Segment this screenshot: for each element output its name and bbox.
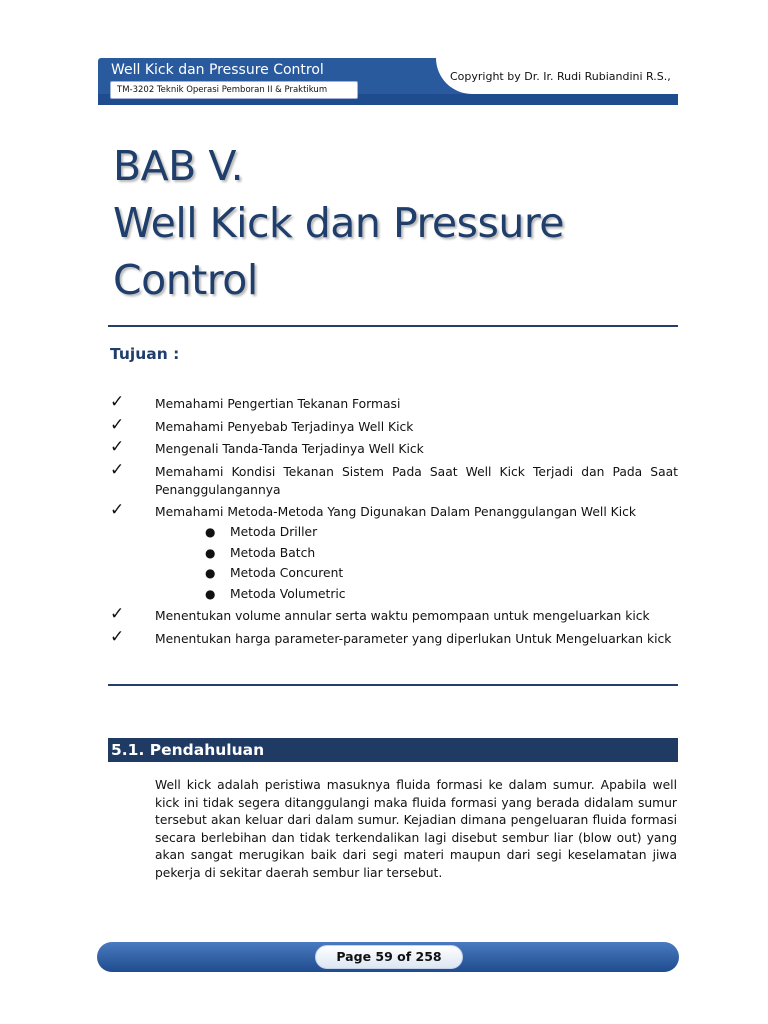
header-course-label: TM-3202 Teknik Operasi Pemboran II & Praktikum (110, 81, 358, 99)
page-number: Page 59 of 258 (315, 945, 463, 969)
method-item (155, 544, 678, 562)
objective-text: Memahami Penyebab Terjadinya Well Kick (155, 419, 414, 434)
checkmark-icon: ✓ (110, 459, 125, 480)
methods-sublist (155, 523, 678, 603)
method-item (155, 585, 678, 603)
chapter-title-line-1: Well Kick dan Pressure (113, 199, 565, 247)
bullet-icon: ● (205, 545, 216, 560)
checkmark-icon: ✓ (110, 392, 125, 412)
objectives-list (108, 392, 678, 652)
objective-text: Menentukan harga parameter-parameter yang diperlukan Untuk Mengeluarkan kick (155, 631, 672, 646)
checkmark-icon: ✓ (110, 500, 125, 520)
objectives-heading: Tujuan : (110, 345, 180, 363)
chapter-title (113, 138, 673, 309)
objective-text: Memahami Metoda-Metoda Yang Digunakan Dalam Penanggulangan Well Kick (155, 505, 637, 519)
intro-paragraph: Well kick adalah peristiwa masuknya fluida formasi ke dalam sumur. Apabila well kick ini tidak segera ditanggulangi maka fluida formasi yang berada didalam sumur tersebut akan keluar dari dalam sumur. Kejadian dimana pengeluaran fluida formasi secara berlebihan dan tidak terkendalikan lagi disebut sembur liar (blow out) yang akan sangat merugikan baik dari segi materi maupun dari segi keselamatan jiwa pekerja di sekitar daerah sembur liar tersebut. (155, 778, 677, 880)
objective-text: Mengenali Tanda-Tanda Terjadinya Well Kick (155, 442, 424, 456)
objective-text: Memahami Kondisi Tekanan Sistem Pada Saat Well Kick Terjadi dan Pada Saat Penanggulangannya (155, 464, 678, 497)
method-item (155, 564, 678, 582)
method-item (155, 523, 678, 541)
copyright-text: Copyright by Dr. Ir. Rudi Rubiandini R.S., (450, 70, 671, 83)
objective-item (108, 459, 678, 499)
objective-item (108, 414, 678, 436)
objective-item (108, 500, 678, 603)
method-text: Metoda Volumetric (230, 586, 346, 601)
chapter-number: BAB V. (113, 142, 244, 190)
checkmark-icon: ✓ (110, 626, 125, 647)
header-title: Well Kick dan Pressure Control (111, 62, 324, 78)
divider-top (108, 325, 678, 327)
objective-text: Menentukan volume annular serta waktu pemompaan untuk mengeluarkan kick (155, 609, 650, 624)
method-text: Metoda Batch (230, 545, 316, 560)
objective-item (108, 604, 678, 625)
bullet-icon: ● (205, 566, 216, 581)
method-text: Metoda Concurent (230, 566, 344, 581)
bullet-icon: ● (205, 525, 216, 539)
checkmark-icon: ✓ (110, 604, 125, 625)
page-footer (97, 942, 679, 972)
checkmark-icon: ✓ (110, 437, 125, 457)
objective-text: Memahami Pengertian Tekanan Formasi (155, 397, 401, 411)
objective-item (108, 626, 678, 648)
bullet-icon: ● (205, 586, 216, 601)
checkmark-icon: ✓ (110, 414, 125, 435)
chapter-title-line-2: Control (113, 256, 258, 304)
divider-bottom (108, 684, 678, 686)
objective-item (108, 437, 678, 458)
page-header (98, 58, 678, 105)
method-text: Metoda Driller (230, 525, 318, 539)
section-heading: 5.1. Pendahuluan (108, 738, 678, 762)
objective-item (108, 392, 678, 413)
